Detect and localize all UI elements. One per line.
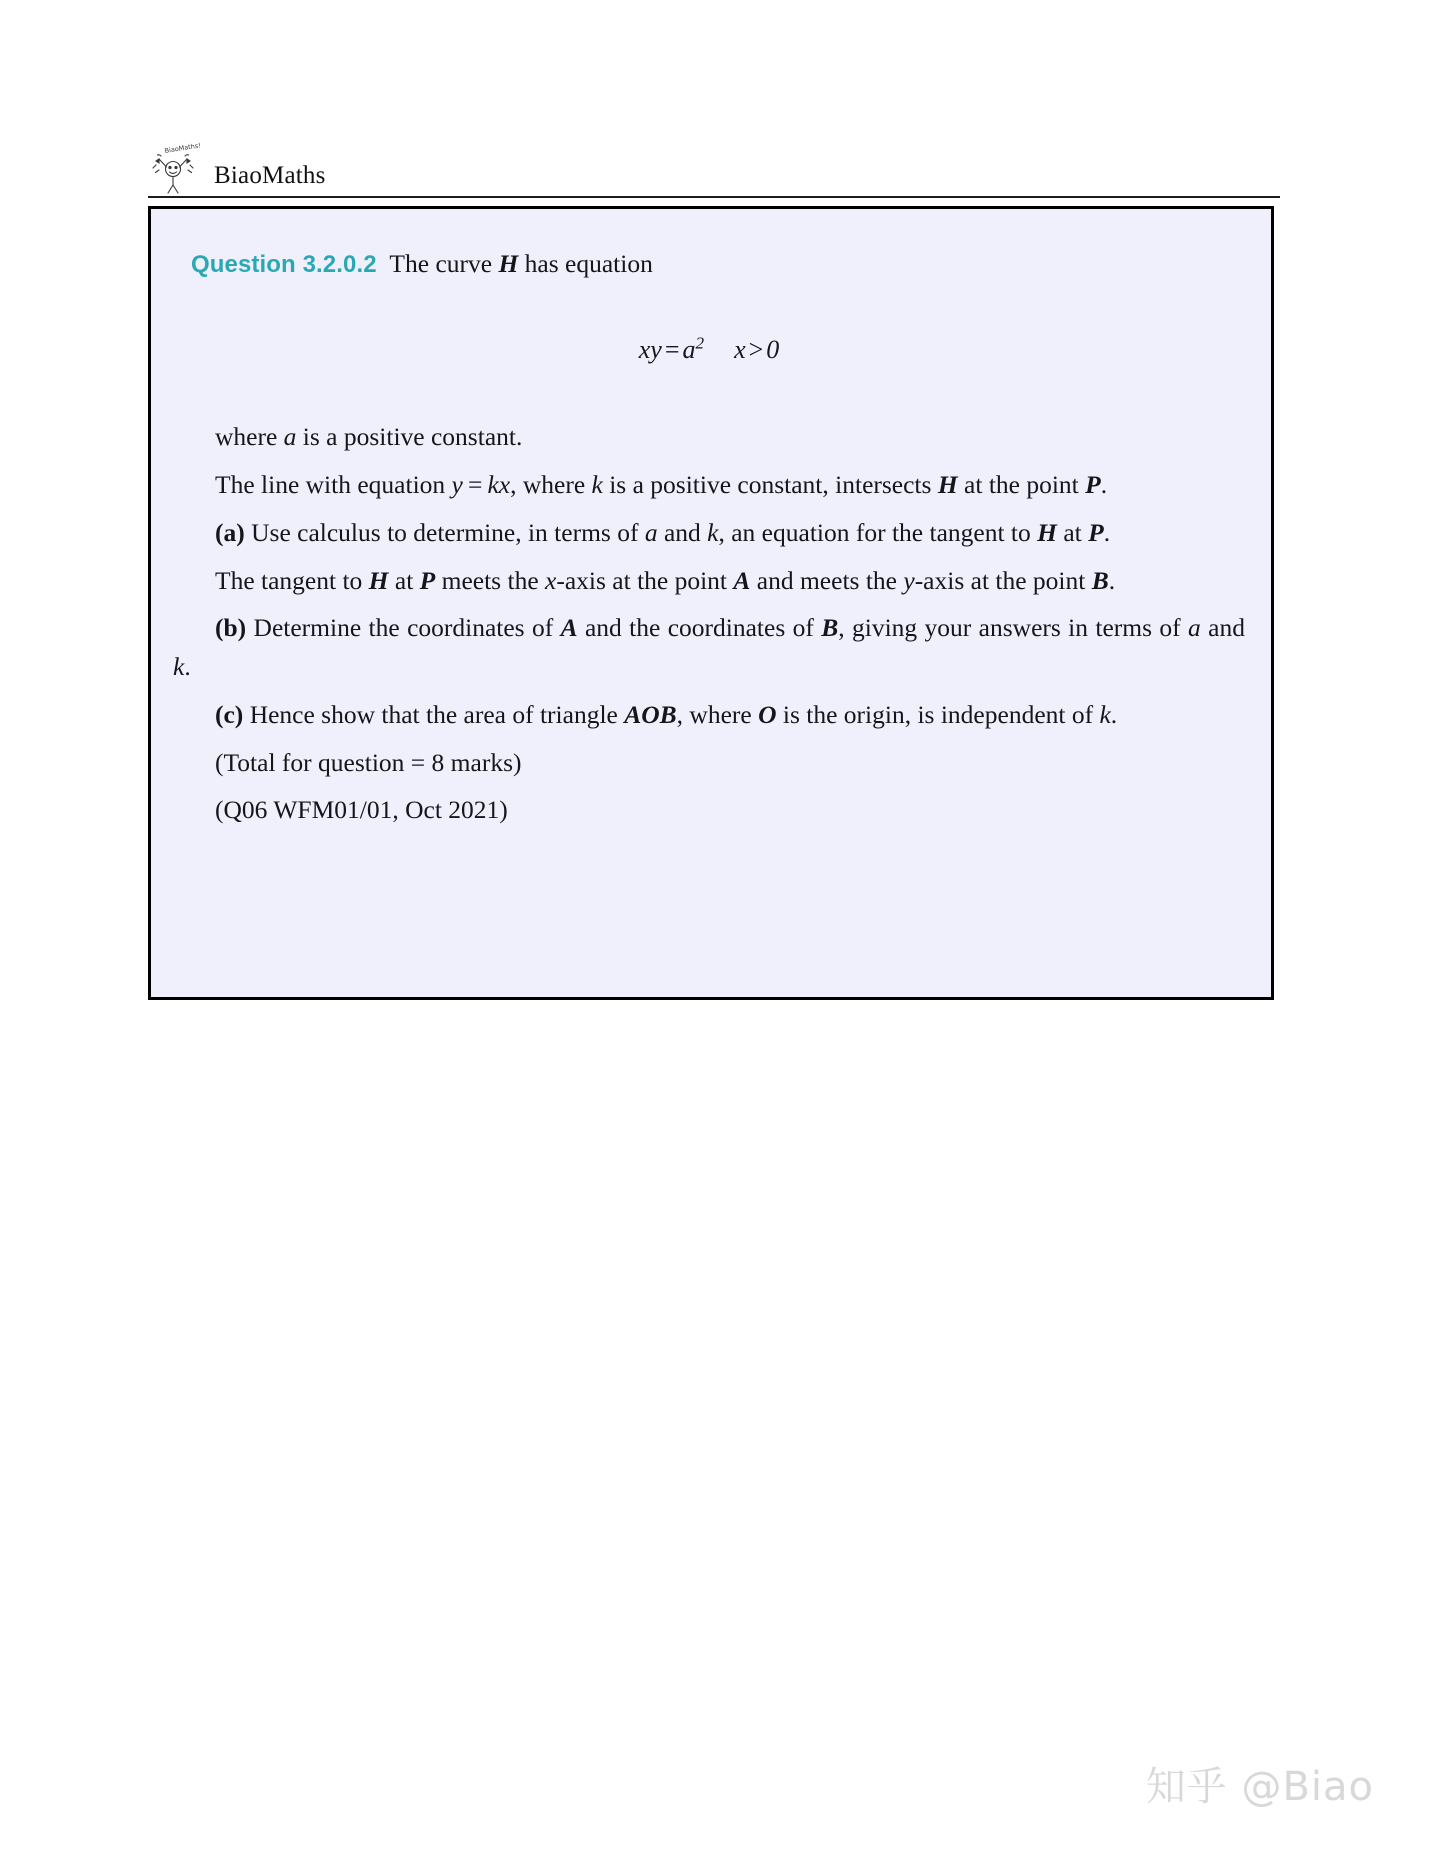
source-reference-line: (Q06 WFM01/01, Oct 2021) bbox=[215, 795, 508, 825]
total-marks-line: (Total for question = 8 marks) bbox=[215, 747, 522, 777]
part-c-label: (c) bbox=[215, 699, 244, 729]
part-a-paragraph: (a) Use calculus to determine, in terms of a and k, an equation for the tangent to H at P. bbox=[215, 517, 1111, 547]
where-line: where a is a positive constant. bbox=[215, 422, 523, 452]
equation-condition: x > 0 bbox=[734, 334, 780, 364]
stick-figure-doodle-icon bbox=[148, 142, 200, 194]
question-box bbox=[148, 206, 1274, 1000]
line-intersect-paragraph: The line with equation y = kx, where k is a positive constant, intersects H at the point P. bbox=[215, 470, 1108, 500]
svg-text:BiaoMaths!: BiaoMaths! bbox=[164, 142, 200, 155]
equation-lhs: xy bbox=[638, 334, 662, 364]
tangent-line-paragraph: The tangent to H at P meets the x-axis at the point A and meets the y-axis at the point B. bbox=[215, 565, 1116, 595]
part-c-paragraph: (c) Hence show that the area of triangle AOB, where O is the origin, is independent of k. bbox=[215, 699, 1118, 729]
page-header bbox=[148, 132, 1280, 194]
displayed-equation bbox=[173, 330, 1245, 370]
brand-title: BiaoMaths bbox=[214, 162, 326, 189]
zhihu-watermark: 知乎 @Biao bbox=[1145, 1764, 1374, 1810]
question-number-label: Question 3.2.0.2 bbox=[191, 251, 377, 278]
part-b-label: (b) bbox=[215, 613, 247, 643]
question-body bbox=[173, 245, 1245, 830]
equation-operator: = bbox=[664, 334, 680, 364]
question-heading-line: Question 3.2.0.2 The curve H has equation bbox=[191, 249, 653, 278]
equation-rhs: $a^2$ bbox=[682, 333, 705, 364]
header-divider bbox=[148, 196, 1280, 198]
part-b-paragraph: (b) Determine the coordinates of A and the coordinates of B, giving your answers in terms of a and k. bbox=[173, 613, 1245, 682]
part-a-label: (a) bbox=[215, 517, 245, 547]
